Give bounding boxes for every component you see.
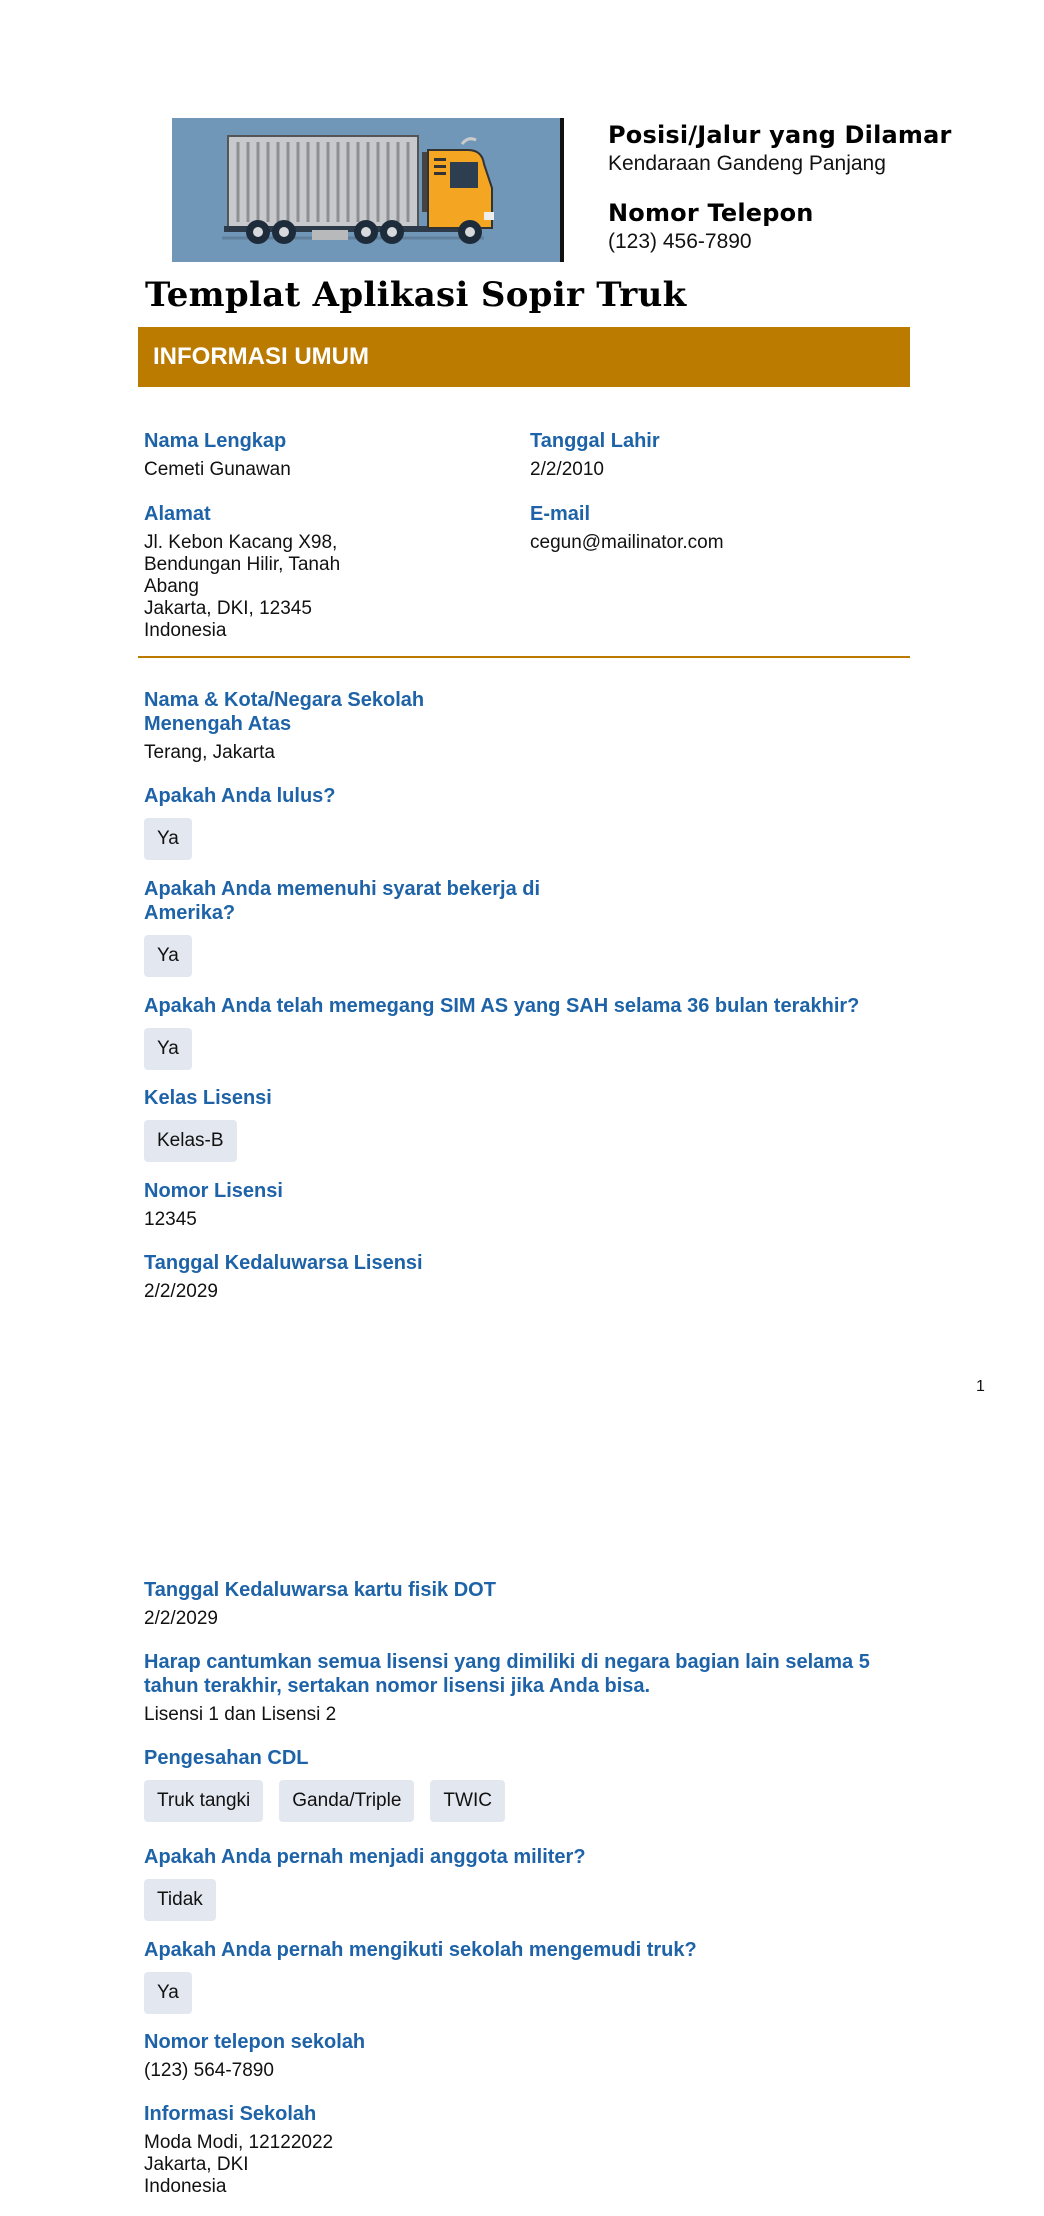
work-eligibility-field: [144, 877, 540, 977]
birth-date-field: [530, 429, 660, 481]
license-expiry-value: 2/2/2029: [144, 1281, 218, 1302]
email-label: E-mail: [530, 503, 591, 525]
truck-icon: [172, 118, 560, 262]
address-line: Jl. Kebon Kacang X98,: [144, 532, 338, 553]
full-name-value: Cemeti Gunawan: [144, 459, 291, 480]
us-license-answer-chip[interactable]: Ya: [144, 1028, 192, 1070]
other-licenses-field: [144, 1650, 870, 1726]
school-info-line: Moda Modi, 12122022: [144, 2132, 334, 2153]
military-field: [144, 1845, 586, 1921]
military-answer-chip[interactable]: Tidak: [144, 1879, 216, 1921]
full-name-field: [144, 429, 291, 481]
cdl-field: [144, 1746, 505, 1822]
license-number-value: 12345: [144, 1209, 197, 1230]
dot-expiry-value: 2/2/2029: [144, 1608, 218, 1629]
address-line: Jakarta, DKI, 12345: [144, 598, 312, 619]
phone-value: (123) 456-7890: [608, 230, 752, 253]
email-value: cegun@mailinator.com: [530, 532, 724, 553]
school-info-label: Informasi Sekolah: [144, 2103, 317, 2125]
driving-school-field: [144, 1938, 697, 2014]
school-info-value: [144, 2132, 333, 2198]
school-field: [144, 688, 424, 764]
school-label: [144, 688, 424, 736]
address-line: Bendungan Hilir, Tanah: [144, 554, 341, 575]
license-class-field: [144, 1086, 272, 1162]
section-divider: [138, 656, 910, 658]
dot-expiry-label: Tanggal Kedaluwarsa kartu fisik DOT: [144, 1579, 496, 1601]
other-licenses-label-line: Harap cantumkan semua lisensi yang dimiliki di negara bagian lain selama 5: [144, 1651, 870, 1673]
position-label: Posisi/Jalur yang Dilamar: [608, 121, 952, 149]
truck-illustration: [172, 118, 564, 262]
page-number: 1: [976, 1378, 985, 1395]
school-phone-label: Nomor telepon sekolah: [144, 2031, 366, 2053]
school-phone-field: [144, 2030, 365, 2082]
address-value: [144, 532, 340, 642]
address-field: [144, 502, 340, 642]
cdl-chip-tanker[interactable]: Truk tangki: [144, 1780, 263, 1822]
graduated-label: Apakah Anda lulus?: [144, 785, 336, 807]
dot-expiry-field: [144, 1578, 496, 1630]
address-line: Indonesia: [144, 620, 227, 641]
school-phone-value: (123) 564-7890: [144, 2060, 274, 2081]
school-value: Terang, Jakarta: [144, 742, 275, 763]
driving-school-label: Apakah Anda pernah mengikuti sekolah mengemudi truk?: [144, 1939, 697, 1961]
other-licenses-label-line: tahun terakhir, sertakan nomor lisensi jika Anda bisa.: [144, 1675, 651, 1697]
birth-date-label: Tanggal Lahir: [530, 430, 660, 452]
cdl-label: Pengesahan CDL: [144, 1747, 309, 1769]
school-label-line: Menengah Atas: [144, 713, 292, 735]
school-label-line: Nama & Kota/Negara Sekolah: [144, 689, 425, 711]
school-info-field: [144, 2102, 333, 2198]
birth-date-value: 2/2/2010: [530, 459, 604, 480]
email-field: [530, 502, 724, 554]
military-label: Apakah Anda pernah menjadi anggota militer?: [144, 1846, 586, 1868]
cdl-chip-twic[interactable]: TWIC: [430, 1780, 505, 1822]
license-number-label: Nomor Lisensi: [144, 1180, 283, 1202]
document-title: Templat Aplikasi Sopir Truk: [145, 275, 687, 315]
us-license-label: Apakah Anda telah memegang SIM AS yang SAH selama 36 bulan terakhir?: [144, 995, 860, 1017]
full-name-label: Nama Lengkap: [144, 430, 287, 452]
other-licenses-label: [144, 1650, 870, 1698]
address-line: Abang: [144, 576, 199, 597]
graduated-answer-chip[interactable]: Ya: [144, 818, 192, 860]
address-label: Alamat: [144, 503, 211, 525]
other-licenses-value: Lisensi 1 dan Lisensi 2: [144, 1704, 337, 1725]
license-class-chip[interactable]: Kelas-B: [144, 1120, 237, 1162]
phone-label: Nomor Telepon: [608, 199, 814, 227]
license-expiry-field: [144, 1251, 423, 1303]
section-header: INFORMASI UMUM: [138, 327, 910, 387]
work-eligibility-label-line: Amerika?: [144, 902, 236, 924]
cdl-chip-double-triple[interactable]: Ganda/Triple: [279, 1780, 414, 1822]
work-eligibility-label: [144, 877, 540, 925]
position-value: Kendaraan Gandeng Panjang: [608, 152, 886, 175]
driving-school-answer-chip[interactable]: Ya: [144, 1972, 192, 2014]
school-info-line: Jakarta, DKI: [144, 2154, 249, 2175]
license-class-label: Kelas Lisensi: [144, 1087, 272, 1109]
work-eligibility-label-line: Apakah Anda memenuhi syarat bekerja di: [144, 878, 541, 900]
school-info-line: Indonesia: [144, 2176, 227, 2197]
graduated-field: [144, 784, 336, 860]
work-eligibility-answer-chip[interactable]: Ya: [144, 935, 192, 977]
us-license-field: [144, 994, 859, 1070]
header-info: [608, 120, 1028, 276]
license-expiry-label: Tanggal Kedaluwarsa Lisensi: [144, 1252, 423, 1274]
license-number-field: [144, 1179, 283, 1231]
